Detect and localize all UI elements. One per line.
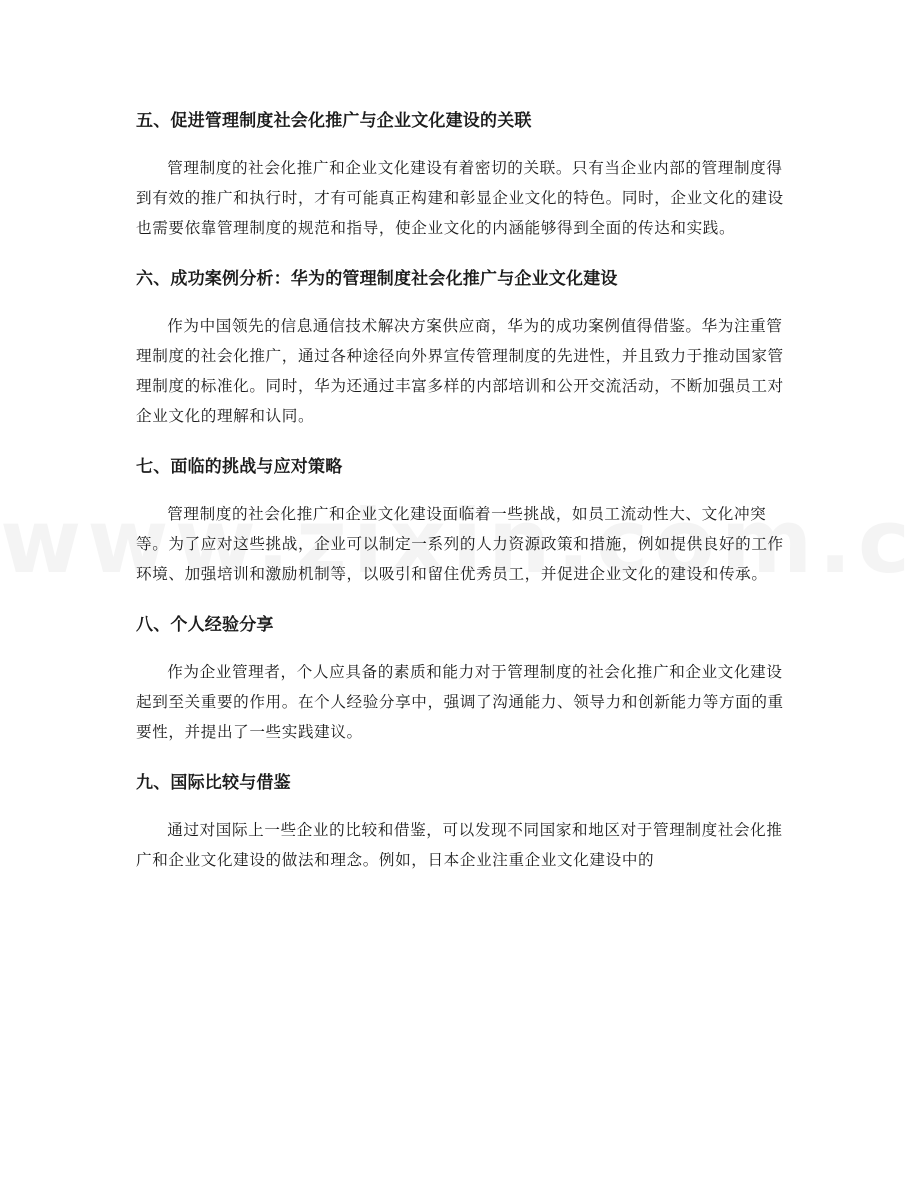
section-paragraph: 管理制度的社会化推广和企业文化建设面临着一些挑战，如员工流动性大、文化冲突等。为了应对这些挑战，企业可以制定一系列的人力资源政策和措施，例如提供良好的工作环境、加强培训和激励机制等，以吸引和留住优秀员工，并促进企业文化的建设和传承。 xyxy=(136,505,784,583)
section-7 xyxy=(136,449,786,589)
section-6 xyxy=(136,261,786,431)
section-paragraph: 作为企业管理者，个人应具备的素质和能力对于管理制度的社会化推广和企业文化建设起到至关重要的作用。在个人经验分享中，强调了沟通能力、领导力和创新能力等方面的重要性，并提出了一些实践建议。 xyxy=(136,663,784,741)
section-heading: 六、成功案例分析：华为的管理制度社会化推广与企业文化建设 xyxy=(136,269,618,289)
section-8 xyxy=(136,607,786,747)
section-heading: 九、国际比较与借鉴 xyxy=(136,773,291,793)
section-heading: 五、促进管理制度社会化推广与企业文化建设的关联 xyxy=(136,111,532,131)
section-paragraph: 管理制度的社会化推广和企业文化建设有着密切的关联。只有当企业内部的管理制度得到有效的推广和执行时，才有可能真正构建和彰显企业文化的特色。同时，企业文化的建设也需要依靠管理制度的规范和指导，使企业文化的内涵能够得到全面的传达和实践。 xyxy=(136,159,784,237)
section-9 xyxy=(136,765,786,875)
section-heading: 七、面临的挑战与应对策略 xyxy=(136,457,343,477)
document-body xyxy=(136,103,786,893)
section-paragraph: 通过对国际上一些企业的比较和借鉴，可以发现不同国家和地区对于管理制度社会化推广和企业文化建设的做法和理念。例如，日本企业注重企业文化建设中的 xyxy=(136,821,783,869)
section-heading: 八、个人经验分享 xyxy=(136,615,274,635)
section-5 xyxy=(136,103,786,243)
section-paragraph: 作为中国领先的信息通信技术解决方案供应商，华为的成功案例值得借鉴。华为注重管理制度的社会化推广，通过各种途径向外界宣传管理制度的先进性，并且致力于推动国家管理制度的标准化。同时，华为还通过丰富多样的内部培训和公开交流活动，不断加强员工对企业文化的理解和认同。 xyxy=(136,317,784,425)
